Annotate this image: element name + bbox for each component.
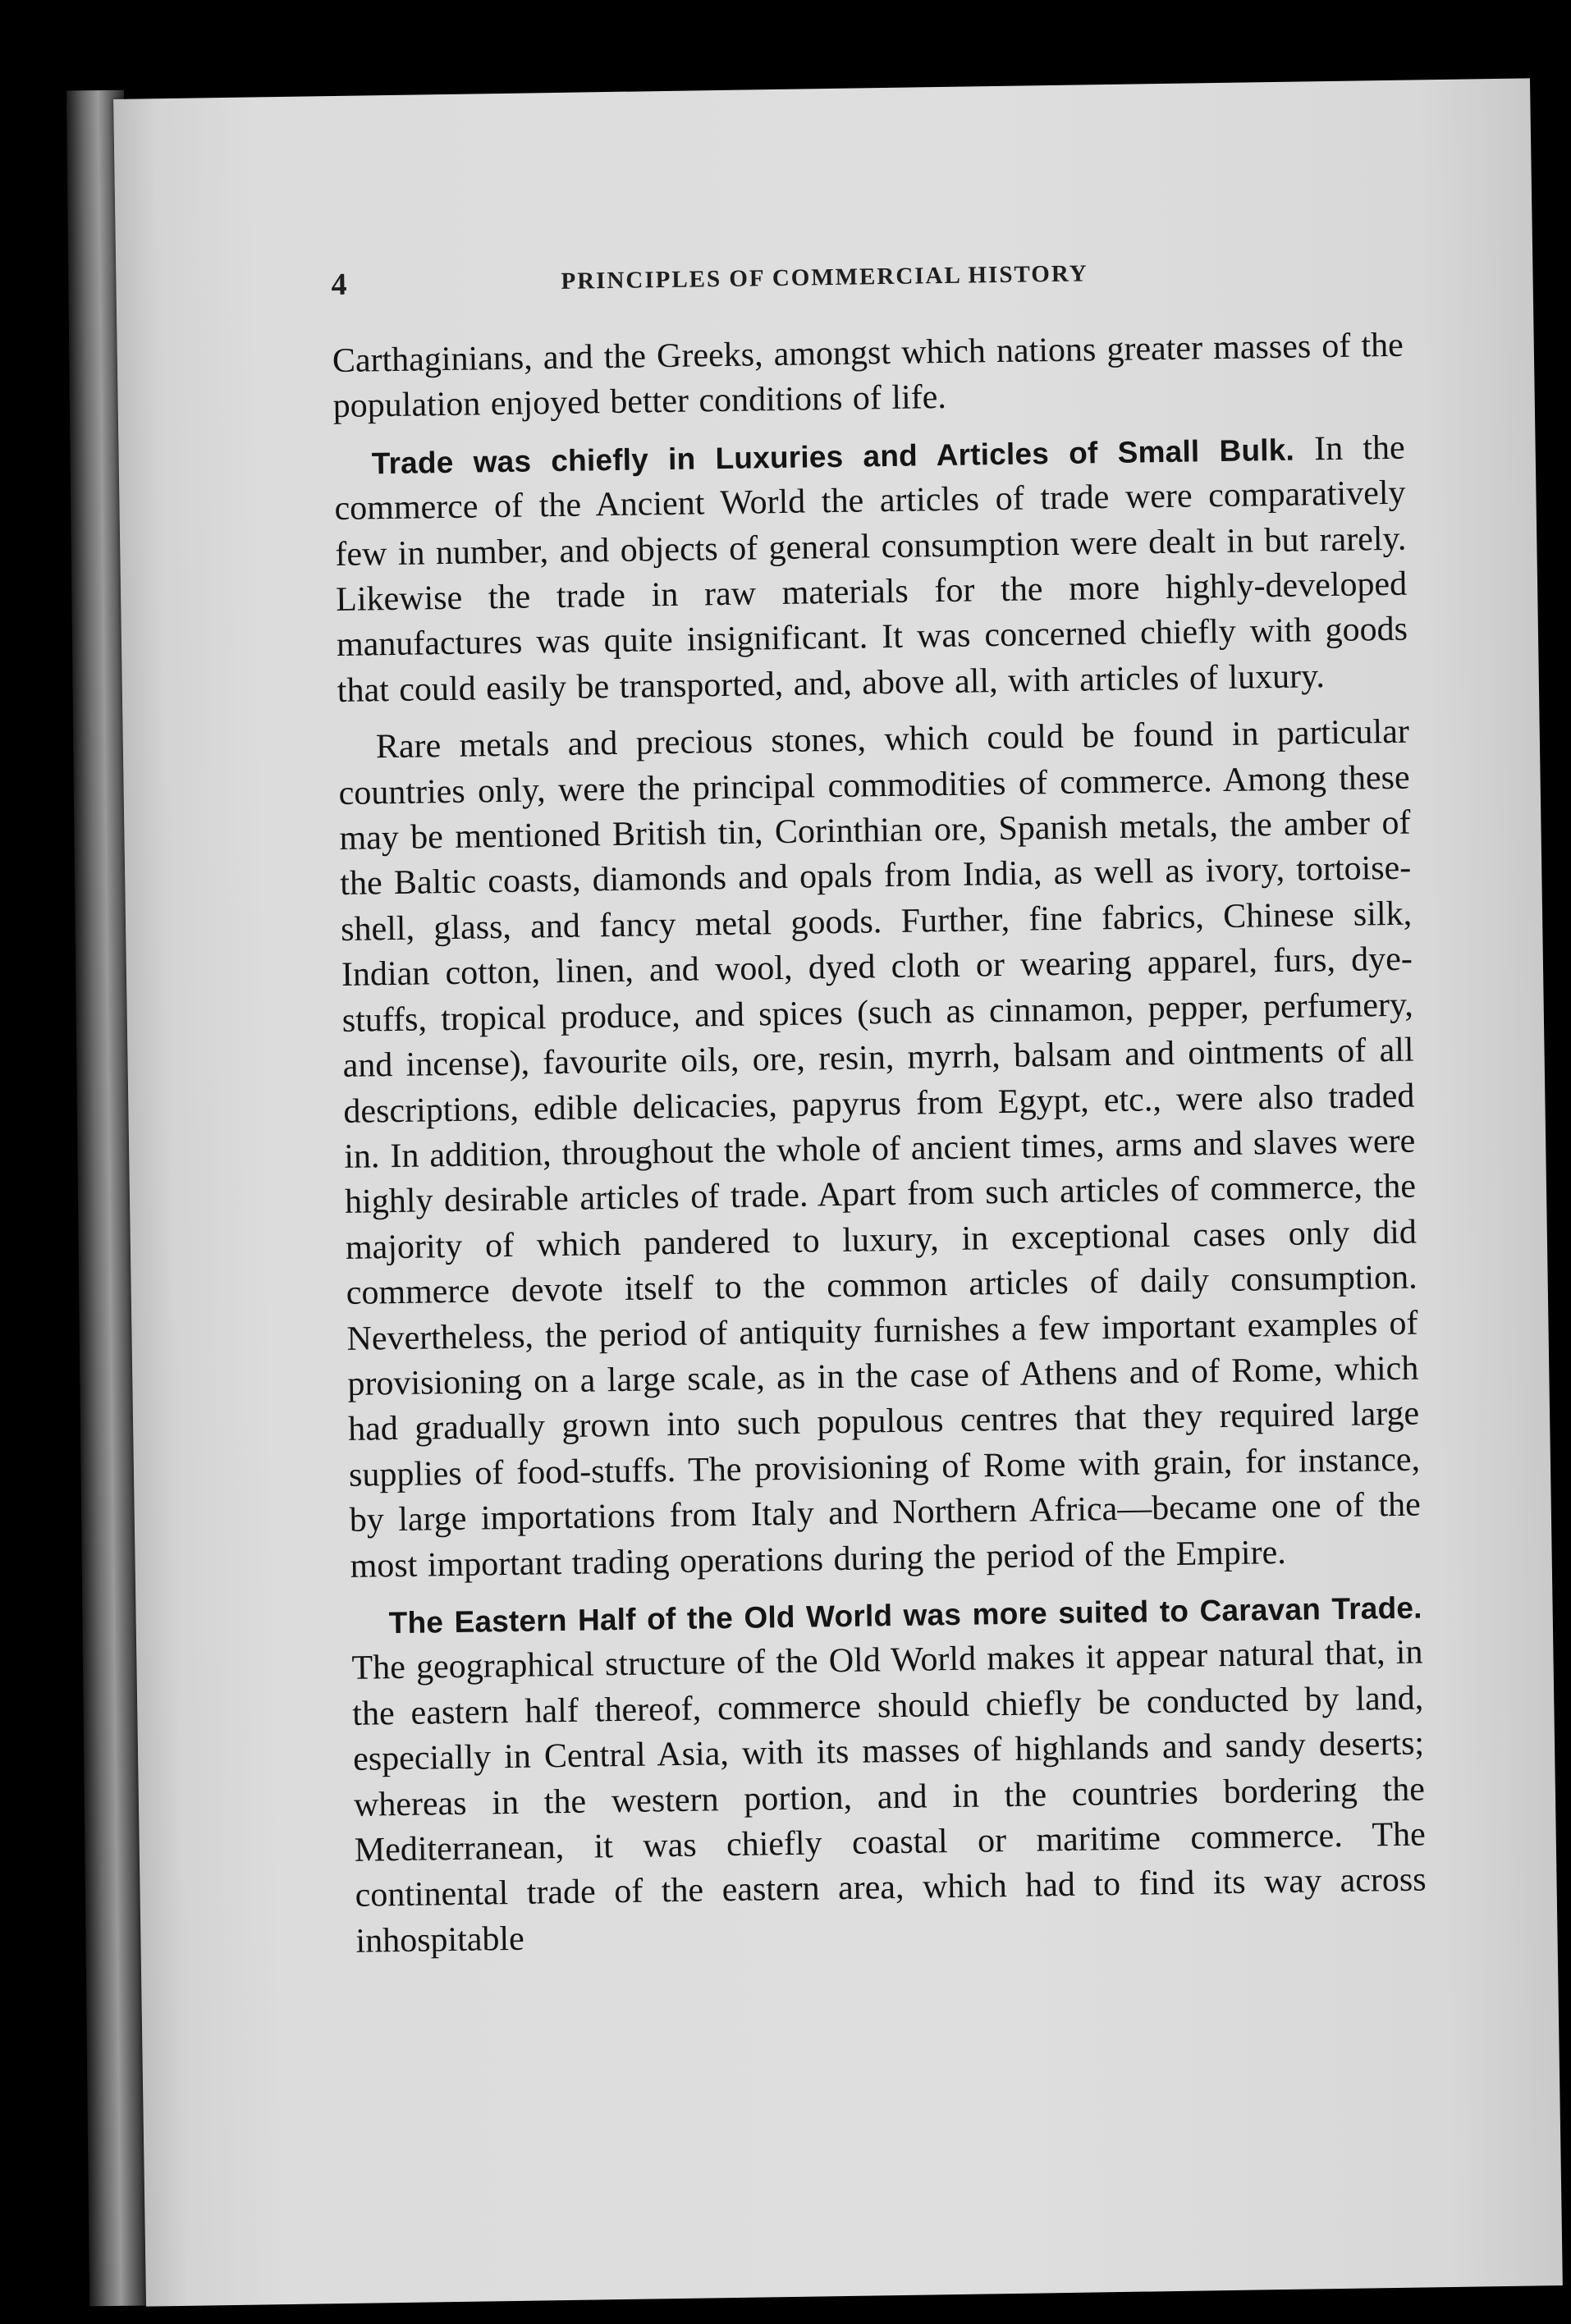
paragraph-luxuries xyxy=(333,425,1408,714)
paragraph-text: Rare metals and precious stones, which could be found in particular countries only, were the principal commodities of commerce. Among these may be mentioned British tin, Corinthian ore, Spanish metals, the amber of the Baltic coasts, diamonds and opals from India, as well as ivory, tortoise-shell, glass, and fancy metal goods. Further, fine fabrics, Chinese silk, Indian cotton, linen, and wool, dyed cloth or wearing apparel, furs, dye-stuffs, tropical produce, and spices (such as cinnamon, pepper, perfumery, and incense), favourite oils, ore, resin, myrrh, balsam and ointments of all descriptions, edible delicacies, papyrus from Egypt, etc., were also traded in. In addition, throughout the whole of ancient times, arms and slaves were highly desirable articles of trade. Apart from such articles of commerce, the majority of which pandered to luxury, in exceptional cases only did commerce devote itself to the common articles of daily consumption. Nevertheless, the period of antiquity furnishes a few important examples of provisioning on a large scale, as in the case of Athens and of Rome, which had gradually grown into such populous centres that they required large supplies of food-stuffs. The provisioning of Rome with grain, for instance, by large importations from Italy and Northern Africa—became one of the most important trading operations during the period of the Empire. xyxy=(338,712,1422,1585)
running-header xyxy=(331,251,1403,316)
page-number: 4 xyxy=(331,267,347,303)
paragraph-text: In the commerce of the Ancient World the articles of trade were comparatively few in number, and objects of general consumption were dealt in but rarely. Likewise the trade in raw materials for the more highly-developed manufactures was quite insignificant. It was concerned chiefly with goods that could easily be transported, and, above all, with articles of luxury. xyxy=(334,428,1408,710)
paragraph-text: The geographical structure of the Old World makes it appear natural that, in the eastern half thereof, commerce should chiefly be conducted by land, especially in Central Asia, with its masses of highlands and sandy deserts; whereas in the western portion, and in the countries bordering the Mediterranean, it was chiefly coastal or maritime commerce. The continental trade of the eastern area, which had to find its way across inhospitable xyxy=(351,1633,1427,1960)
paragraph-continuation xyxy=(332,323,1405,430)
section-heading: The Eastern Half of the Old World was more suited to Caravan Trade. xyxy=(388,1590,1422,1640)
paragraph-caravan-trade xyxy=(350,1585,1427,1965)
running-title: PRINCIPLES OF COMMERCIAL HISTORY xyxy=(561,260,1088,295)
page-content xyxy=(331,251,1427,1965)
paragraph-commodities xyxy=(337,710,1421,1590)
book-page xyxy=(113,78,1563,2306)
section-heading: Trade was chiefly in Luxuries and Articles of Small Bulk. xyxy=(371,432,1295,481)
paragraph-text: Carthaginians, and the Greeks, amongst which nations greater masses of the population enjoyed better conditions of life. xyxy=(332,326,1404,426)
